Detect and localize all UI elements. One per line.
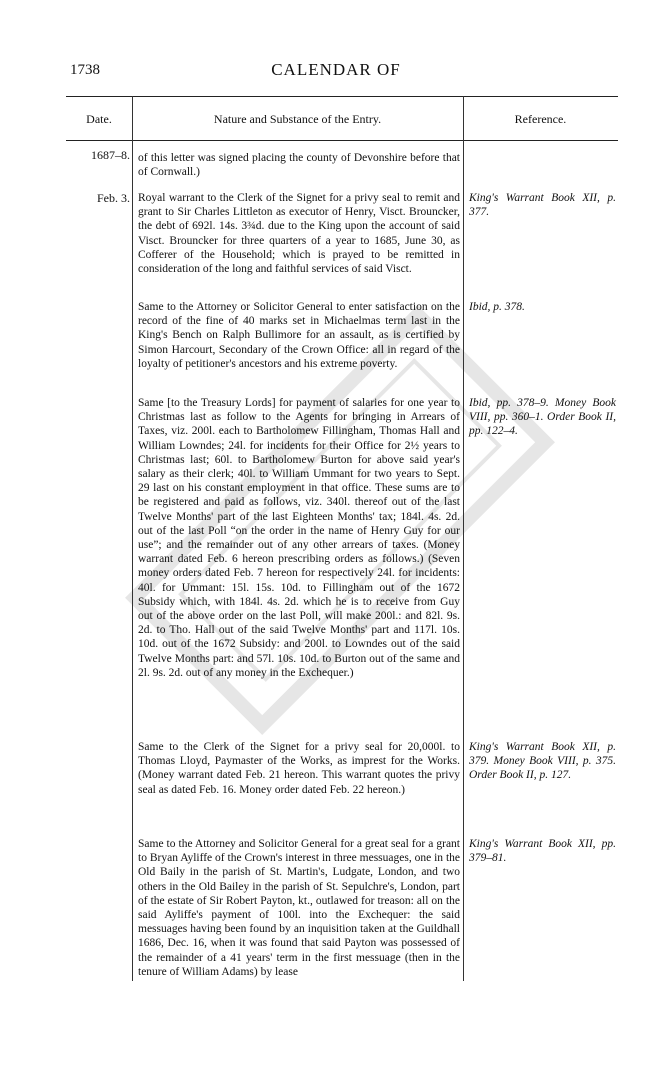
entry-text: of this letter was signed placing the county of Devonshire before that of Cornwall.) xyxy=(138,152,460,179)
table-top-rule xyxy=(66,96,618,97)
entry-reference: King's Warrant Book XII, p. 379. Money Book VIII, p. 375. Order Book II, p. 127. xyxy=(469,741,616,782)
entry-text: Same [to the Treasury Lords] for payment of salaries for one year to Christmas last as follow to the Agents for bringing in Arrears of Taxes, viz. 200l. each to Bartholomew Fillingham, Thomas Hall and William Lowndes; 24l. for incidents for their Office for 2½ years to Christmas last; 60l. to Bartholomew Burton for above said year's salary as their clerk; 40l. to William Ummant for two years to Sept. 29 last on his constant employment in that office. These sums are to be registered and paid as follows, viz. 340l. thereof out of the last Twelve Months' part of the last Eighteen Months' tax; 184l. 4s. 2d. out of the last Poll “on the order in the name of Henry Guy for our use”; and the remainder out of any other arrears of taxes. (Money warrant dated Feb. 6 hereon prescribing orders as follows.) (Seven money orders dated Feb. 7 hereon for respectively 24l. for incidents: 40l. for Ummant: 15l. 15s. 10d. to Fillingham out of the 1672 Subsidy which, with 184l. 4s. 2d. which he is to receive from Guy out of the above order on the last Poll, will make 200l.: and 82l. 9s. 2d. to Tho. Hall out of the said Twelve Months' part and 117l. 10s. 10d. out of the 1672 Subsidy: and 200l. to Lowndes out of the said Twelve Months part: and 57l. 10s. 10d. to Burton out of the same and 2l. 9s. 2d. out of any money in the Exchequer.) xyxy=(138,397,460,679)
running-title: CALENDAR OF xyxy=(271,60,401,79)
entry-text: Same to the Attorney or Solicitor General to enter satisfaction on the record of the fine of 40 marks set in Michaelmas term last in the King's Bench on Ralph Bullimore for an assault, as is certified by Simon Harcourt, Secondary of the Crown Office: all in regard of the loyalty of petitioner's ancestors and his extreme poverty. xyxy=(138,301,460,370)
column-header-date: Date. xyxy=(86,112,112,126)
column-divider xyxy=(463,96,464,981)
column-divider xyxy=(132,96,133,981)
entry-date: Feb. 3. xyxy=(97,191,130,205)
column-header-reference: Reference. xyxy=(514,112,567,126)
entry-reference: Ibid, pp. 378–9. Money Book VIII, pp. 360–1. Order Book II, pp. 122–4. xyxy=(469,397,616,438)
page-number: 1738 xyxy=(70,62,100,78)
entry-reference: Ibid, p. 378. xyxy=(469,301,525,313)
entry-text: Same to the Attorney and Solicitor General for a great seal for a grant to Bryan Ayliffe of the Crown's interest in three messuages, one in the Old Baily in the parish of St. Martin's, Ludgate, London, and two others in the Old Bailey in the parish of St. Sepulchre's, London, part of the estate of Sir Robert Payton, kt., outlawed for treason: all on the said Ayliffe's payment of 100l. into the Exchequer: the said messuages having been found by an inquisition taken at the Guildhall 1686, Dec. 16, when it was found that said Payton was possessed of the remainder of a 41 years' term in the first messuage (then in the tenure of William Adams) by lease xyxy=(138,838,460,978)
entry-reference: King's Warrant Book XII, pp. 379–81. xyxy=(469,838,616,865)
calendar-table xyxy=(66,96,618,981)
entry-text: Same to the Clerk of the Signet for a privy seal for 20,000l. to Thomas Lloyd, Paymaster of the Works, as imprest for the Works. (Money warrant dated Feb. 21 hereon. This warrant quotes the privy seal as dated Feb. 16. Money order dated Feb. 22 hereon.) xyxy=(138,741,460,796)
entry-date: 1687–8. xyxy=(91,148,130,162)
entry-text: Royal warrant to the Clerk of the Signet for a privy seal to remit and grant to Sir Charles Littleton as executor of Henry, Visct. Brouncker, the debt of 692l. 14s. 3¾d. due to the King upon the account of said Visct. Brouncker for three quarters of a year to 1685, June 30, as Cofferer of the Household; which is prayed to be remitted in consideration of the long and faithful services of said Visct. xyxy=(138,192,460,276)
header-rule xyxy=(66,140,618,141)
entry-reference: King's Warrant Book XII, p. 377. xyxy=(469,192,616,219)
column-header-nature: Nature and Substance of the Entry. xyxy=(213,112,382,126)
